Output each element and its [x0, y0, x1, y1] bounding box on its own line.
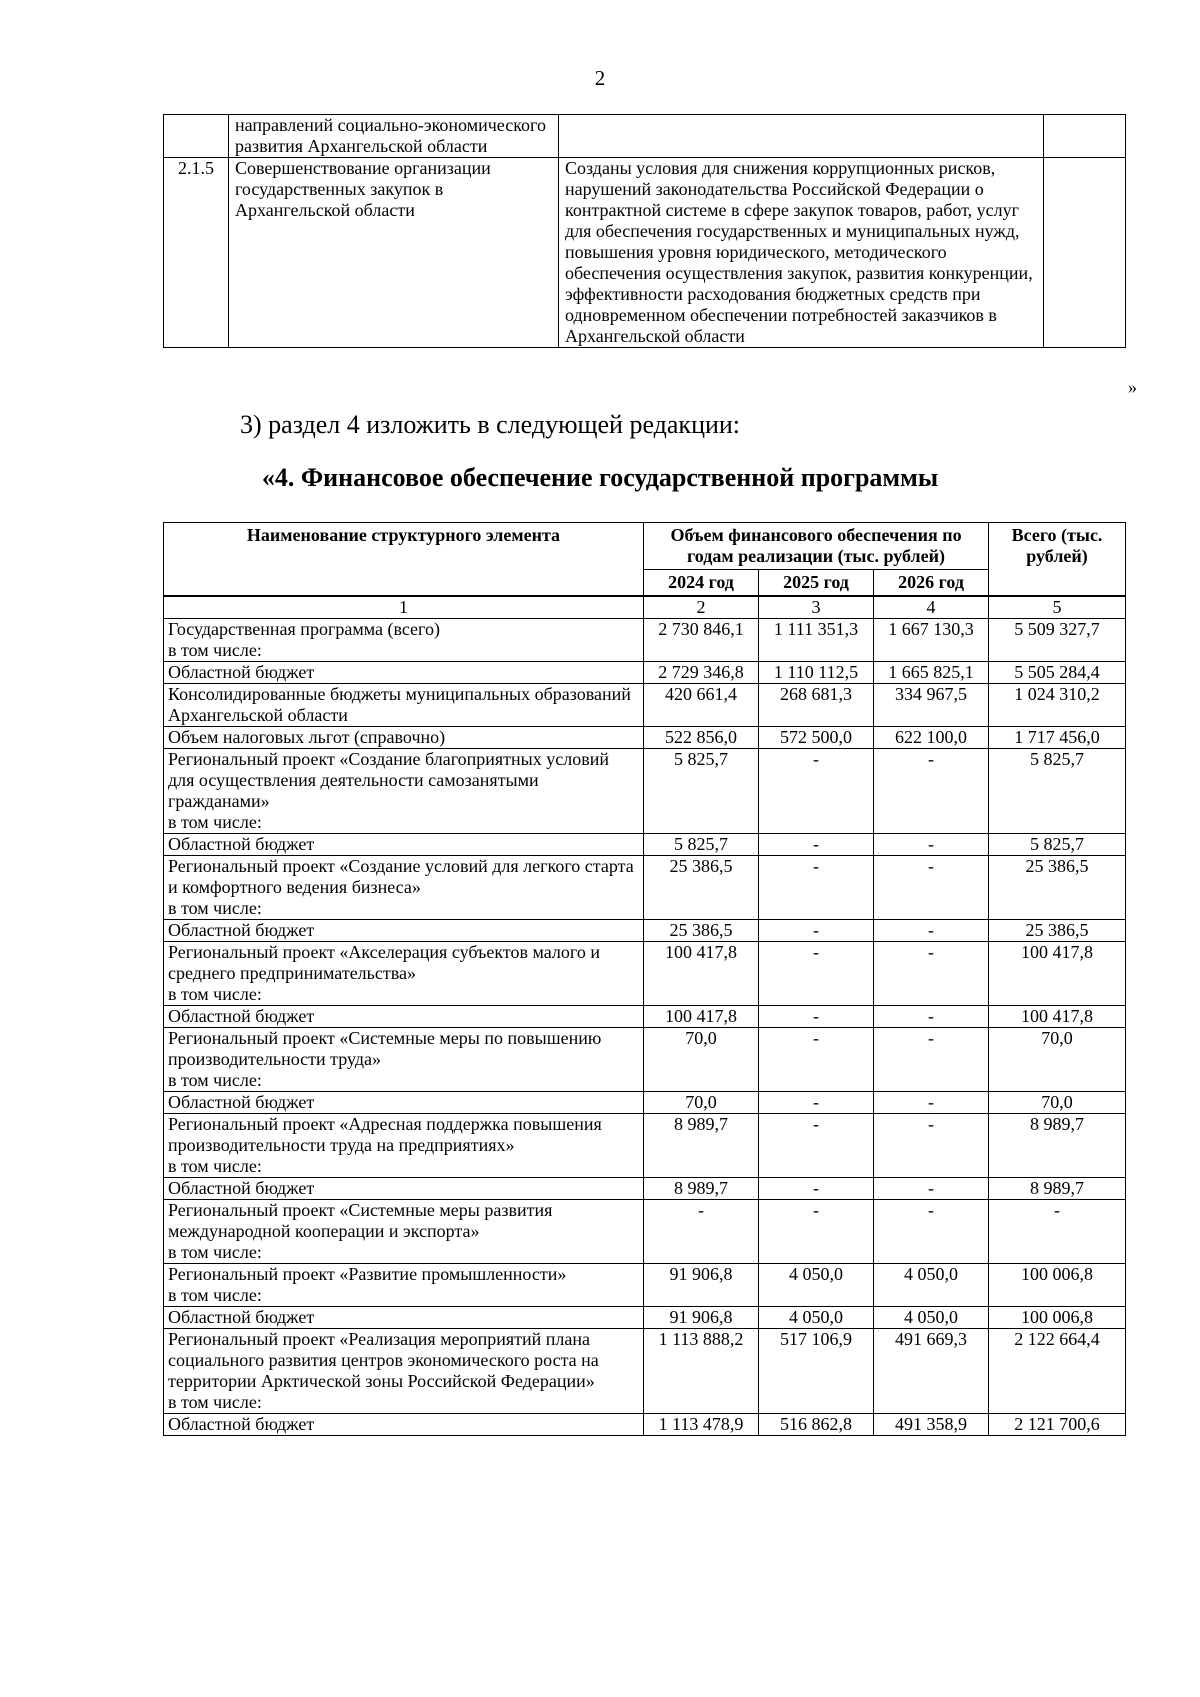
finance-cell-total: 5 825,7: [989, 749, 1126, 834]
finance-cell-v2025: -: [759, 1200, 874, 1264]
header-year-2025: 2025 год: [759, 570, 874, 597]
finance-cell-name: Областной бюджет: [164, 1092, 644, 1114]
finance-row: [164, 856, 1126, 920]
finance-cell-v2024: 5 825,7: [644, 749, 759, 834]
finance-cell-v2026: -: [874, 942, 989, 1006]
finance-cell-v2024: 91 906,8: [644, 1264, 759, 1307]
finance-cell-v2024: 100 417,8: [644, 942, 759, 1006]
finance-cell-total: 100 006,8: [989, 1307, 1126, 1329]
finance-cell-v2024: 25 386,5: [644, 856, 759, 920]
finance-cell-v2026: 622 100,0: [874, 727, 989, 749]
finance-cell-total: 2 122 664,4: [989, 1329, 1126, 1414]
finance-cell-v2024: 1 113 478,9: [644, 1414, 759, 1436]
finance-cell-total: -: [989, 1200, 1126, 1264]
finance-cell-v2026: -: [874, 834, 989, 856]
finance-cell-v2025: -: [759, 1092, 874, 1114]
finance-row: [164, 942, 1126, 1006]
finance-cell-v2025: 4 050,0: [759, 1264, 874, 1307]
finance-cell-name: Областной бюджет: [164, 1006, 644, 1028]
finance-cell-v2026: -: [874, 1006, 989, 1028]
finance-cell-total: 25 386,5: [989, 856, 1126, 920]
finance-row: [164, 1329, 1126, 1414]
finance-row: [164, 1114, 1126, 1178]
column-number: 5: [989, 596, 1126, 619]
finance-cell-v2025: 516 862,8: [759, 1414, 874, 1436]
finance-cell-v2024: 522 856,0: [644, 727, 759, 749]
finance-table: [163, 522, 1126, 1436]
finance-cell-v2026: 4 050,0: [874, 1264, 989, 1307]
finance-row: [164, 920, 1126, 942]
finance-row: [164, 1028, 1126, 1092]
finance-cell-v2024: 2 729 346,8: [644, 662, 759, 684]
finance-cell-v2024: 8 989,7: [644, 1114, 759, 1178]
finance-cell-v2024: -: [644, 1200, 759, 1264]
finance-row: [164, 1264, 1126, 1307]
header-year-2024: 2024 год: [644, 570, 759, 597]
finance-cell-total: 1 024 310,2: [989, 684, 1126, 727]
finance-cell-total: 8 989,7: [989, 1178, 1126, 1200]
header-volume: Объем финансового обеспечения по годам реализации (тыс. рублей): [644, 523, 989, 570]
finance-row: [164, 619, 1126, 662]
finance-row: [164, 727, 1126, 749]
top-cell-extra: [1044, 115, 1126, 158]
finance-cell-name: Областной бюджет: [164, 1178, 644, 1200]
finance-cell-v2024: 70,0: [644, 1092, 759, 1114]
finance-cell-v2024: 70,0: [644, 1028, 759, 1092]
finance-cell-v2026: 4 050,0: [874, 1307, 989, 1329]
finance-cell-name: Областной бюджет: [164, 1307, 644, 1329]
closing-quote: »: [1128, 377, 1137, 397]
finance-cell-v2025: -: [759, 1178, 874, 1200]
finance-cell-v2025: -: [759, 749, 874, 834]
finance-row: [164, 1414, 1126, 1436]
amendment-paragraph: 3) раздел 4 изложить в следующей редакции:: [240, 410, 741, 439]
finance-cell-total: 100 417,8: [989, 942, 1126, 1006]
finance-row: [164, 1092, 1126, 1114]
top-cell-name: направлений социально-экономического развития Архангельской области: [229, 115, 559, 158]
top-cell-num: [164, 115, 229, 158]
top-cell-result: [559, 115, 1044, 158]
column-number: 3: [759, 596, 874, 619]
finance-cell-v2025: 1 110 112,5: [759, 662, 874, 684]
finance-cell-total: 25 386,5: [989, 920, 1126, 942]
finance-row: [164, 1006, 1126, 1028]
finance-cell-total: 2 121 700,6: [989, 1414, 1126, 1436]
finance-cell-v2026: 1 665 825,1: [874, 662, 989, 684]
header-total: Всего (тыс. рублей): [989, 523, 1126, 597]
finance-cell-v2025: -: [759, 942, 874, 1006]
column-number: 4: [874, 596, 989, 619]
finance-cell-v2024: 2 730 846,1: [644, 619, 759, 662]
column-number: 1: [164, 596, 644, 619]
finance-cell-name: Областной бюджет: [164, 1414, 644, 1436]
finance-cell-name: Региональный проект «Акселерация субъектов малого и среднего предпринимательства» в том числе:: [164, 942, 644, 1006]
finance-cell-v2024: 25 386,5: [644, 920, 759, 942]
finance-cell-v2024: 5 825,7: [644, 834, 759, 856]
finance-row: [164, 834, 1126, 856]
finance-cell-name: Объем налоговых льгот (справочно): [164, 727, 644, 749]
finance-cell-total: 70,0: [989, 1028, 1126, 1092]
finance-cell-v2025: 572 500,0: [759, 727, 874, 749]
top-cell-name: Совершенствование организации государственных закупок в Архангельской области: [229, 158, 559, 348]
header-year-2026: 2026 год: [874, 570, 989, 597]
finance-cell-v2025: -: [759, 1114, 874, 1178]
finance-cell-total: 100 006,8: [989, 1264, 1126, 1307]
finance-cell-v2025: -: [759, 1006, 874, 1028]
finance-cell-v2026: 334 967,5: [874, 684, 989, 727]
page-number: 2: [594, 66, 606, 90]
finance-row: [164, 749, 1126, 834]
finance-cell-total: 5 505 284,4: [989, 662, 1126, 684]
finance-cell-name: Областной бюджет: [164, 834, 644, 856]
finance-cell-total: 1 717 456,0: [989, 727, 1126, 749]
finance-cell-v2025: -: [759, 1028, 874, 1092]
finance-cell-name: Консолидированные бюджеты муниципальных образований Архангельской области: [164, 684, 644, 727]
top-cell-extra: [1044, 158, 1126, 348]
finance-cell-total: 100 417,8: [989, 1006, 1126, 1028]
finance-cell-v2024: 420 661,4: [644, 684, 759, 727]
top-cell-num: 2.1.5: [164, 158, 229, 348]
finance-cell-v2024: 100 417,8: [644, 1006, 759, 1028]
finance-cell-v2026: -: [874, 920, 989, 942]
finance-cell-v2024: 8 989,7: [644, 1178, 759, 1200]
column-numbers-row: [164, 596, 1126, 619]
finance-cell-v2026: 491 358,9: [874, 1414, 989, 1436]
finance-cell-name: Региональный проект «Адресная поддержка повышения производительности труда на предприятиях» в том числе:: [164, 1114, 644, 1178]
finance-cell-v2026: -: [874, 749, 989, 834]
finance-row: [164, 684, 1126, 727]
finance-cell-v2025: 4 050,0: [759, 1307, 874, 1329]
finance-cell-name: Региональный проект «Создание благоприятных условий для осуществления деятельности самозанятыми гражданами» в том числе:: [164, 749, 644, 834]
finance-row: [164, 662, 1126, 684]
finance-cell-v2024: 1 113 888,2: [644, 1329, 759, 1414]
finance-cell-v2025: -: [759, 834, 874, 856]
finance-cell-name: Областной бюджет: [164, 662, 644, 684]
top-table: [163, 114, 1126, 348]
finance-cell-name: Региональный проект «Развитие промышленности» в том числе:: [164, 1264, 644, 1307]
finance-cell-total: 8 989,7: [989, 1114, 1126, 1178]
finance-cell-v2025: 1 111 351,3: [759, 619, 874, 662]
finance-cell-v2024: 91 906,8: [644, 1307, 759, 1329]
top-table-row: [164, 115, 1126, 158]
finance-cell-v2025: 268 681,3: [759, 684, 874, 727]
finance-cell-v2026: -: [874, 1092, 989, 1114]
finance-row: [164, 1307, 1126, 1329]
finance-cell-total: 5 509 327,7: [989, 619, 1126, 662]
finance-cell-total: 5 825,7: [989, 834, 1126, 856]
finance-cell-total: 70,0: [989, 1092, 1126, 1114]
finance-cell-name: Региональный проект «Реализация мероприятий плана социального развития центров экономического роста на территории Арктической зоны Российской Федерации» в том числе:: [164, 1329, 644, 1414]
finance-cell-v2026: -: [874, 1114, 989, 1178]
finance-cell-name: Региональный проект «Системные меры развития международной кооперации и экспорта» в том числе:: [164, 1200, 644, 1264]
finance-cell-v2026: -: [874, 1028, 989, 1092]
finance-cell-name: Государственная программа (всего) в том числе:: [164, 619, 644, 662]
top-cell-result: Созданы условия для снижения коррупционных рисков, нарушений законодательства Российской Федерации о контрактной системе в сфере закупок товаров, работ, услуг для обеспечения государственных и муниципальных нужд, повышения уровня юридического, методического обеспечения осуществления закупок, развития конкуренции, эффективности расходования бюджетных средств при одновременном обеспечении потребностей заказчиков в Архангельской области: [559, 158, 1044, 348]
finance-row: [164, 1200, 1126, 1264]
finance-cell-name: Областной бюджет: [164, 920, 644, 942]
section-heading: «4. Финансовое обеспечение государственной программы: [261, 463, 939, 492]
finance-cell-name: Региональный проект «Создание условий для легкого старта и комфортного ведения бизнеса» в том числе:: [164, 856, 644, 920]
finance-row: [164, 1178, 1126, 1200]
finance-cell-v2026: -: [874, 856, 989, 920]
finance-cell-v2026: 1 667 130,3: [874, 619, 989, 662]
finance-cell-v2025: -: [759, 856, 874, 920]
top-table-row: [164, 158, 1126, 348]
column-number: 2: [644, 596, 759, 619]
finance-cell-v2026: -: [874, 1178, 989, 1200]
finance-cell-v2026: 491 669,3: [874, 1329, 989, 1414]
finance-cell-v2025: -: [759, 920, 874, 942]
header-name: Наименование структурного элемента: [164, 523, 644, 597]
finance-cell-name: Региональный проект «Системные меры по повышению производительности труда» в том числе:: [164, 1028, 644, 1092]
finance-cell-v2026: -: [874, 1200, 989, 1264]
finance-cell-v2025: 517 106,9: [759, 1329, 874, 1414]
